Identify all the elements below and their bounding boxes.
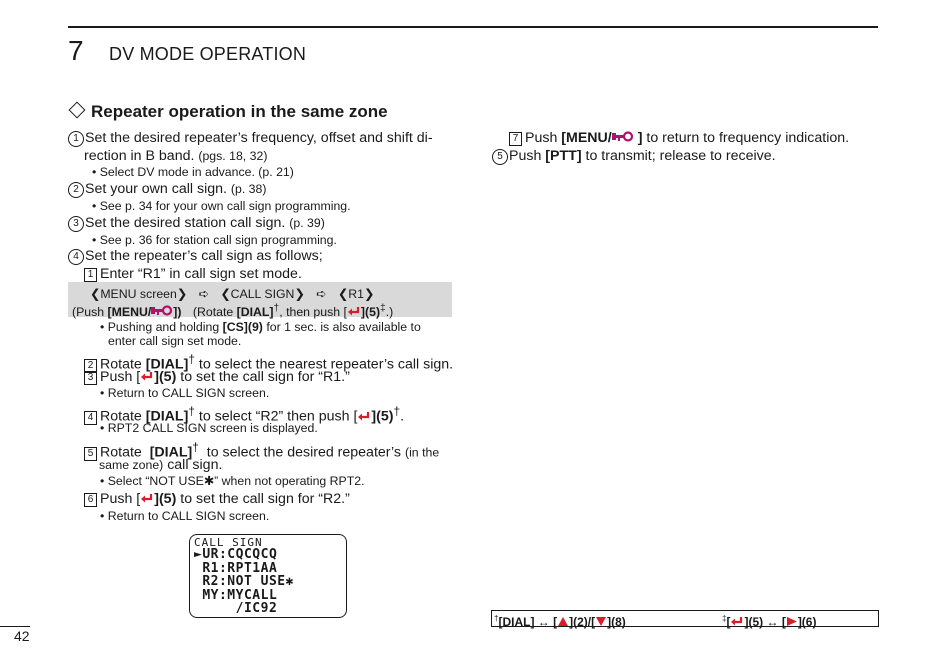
lcd-my2: /IC92	[194, 601, 278, 616]
down-arrow-key-icon	[595, 616, 607, 627]
flow-arrow-icon: ➪	[198, 287, 209, 301]
substep-3: 3 Push [ ](5) to set the call sign for “R1.”	[84, 368, 350, 386]
substep-3-bullet: • Return to CALL SIGN screen.	[100, 386, 270, 400]
step-4: 4 Set the repeater’s call sign as follows;	[68, 247, 323, 266]
substep-6-bullet: • Return to CALL SIGN screen.	[100, 509, 270, 523]
chapter-title: DV MODE OPERATION	[109, 44, 307, 64]
section-title: Repeater operation in the same zone	[68, 101, 388, 123]
return-key-icon	[730, 616, 744, 627]
right-arrow-key-icon	[786, 616, 798, 627]
substep-1-bullet-cont: enter call sign set mode.	[108, 334, 242, 348]
step-1-cont: rection in B band. (pgs. 18, 32)	[84, 148, 268, 164]
step-3-bullet: • See p. 36 for station call sign programming.	[92, 233, 337, 247]
return-key-icon	[140, 371, 154, 382]
footnote-return: ‡[ ](5) ↔ [ ](6)	[722, 614, 817, 629]
menu-flow: ❮MENU screen❯ ➪ ❮CALL SIGN❯ ➪ ❮R1❯	[90, 287, 375, 301]
chapter-number: 7	[68, 35, 84, 66]
step-2: 2 Set your own call sign. (p. 38)	[68, 180, 266, 199]
substep-4: 4 Rotate [DIAL]† to select “R2” then push [ ](5)†.	[84, 402, 404, 426]
footnote-bar	[491, 610, 879, 627]
substep-1: 1 Enter “R1” in call sign set mode.	[84, 265, 302, 283]
footnote-dial: †[DIAL] ↔ [ ](2)/[ ](8)	[494, 614, 626, 629]
return-key-icon	[357, 411, 371, 422]
return-key-icon	[347, 306, 361, 317]
lcd-my: MY:MYCALL	[194, 587, 278, 603]
lcd-ur: ►UR:CQCQCQ	[194, 547, 278, 562]
substep-6: 6 Push [ ](5) to set the call sign for “R2.”	[84, 490, 350, 508]
substep-7: 7 Push [MENU/ ] to return to frequency indication.	[509, 129, 849, 147]
lcd-display	[189, 534, 347, 618]
step-2-bullet: • See p. 34 for your own call sign programming.	[92, 199, 351, 213]
substep-4-bullet: • RPT2 CALL SIGN screen is displayed.	[100, 421, 318, 435]
page-number: 42	[14, 628, 30, 644]
substep-1-bullet: • Pushing and holding [CS](9) for 1 sec. is also available to	[100, 320, 421, 334]
top-rule	[68, 26, 878, 28]
return-key-icon	[140, 493, 154, 504]
substep-2: 2 Rotate [DIAL]† to select the nearest repeater’s call sign.	[84, 350, 453, 374]
substep-5-cont: same zone) call sign.	[99, 457, 223, 473]
flow-arrow-icon: ➪	[316, 287, 327, 301]
step-3: 3 Set the desired station call sign. (p. 39)	[68, 214, 325, 233]
lcd-title: CALL SIGN	[194, 536, 263, 549]
step-5: 5 Push [PTT] to transmit; release to receive.	[492, 147, 776, 166]
step-number: 1	[68, 131, 84, 147]
up-arrow-key-icon	[557, 616, 569, 627]
substep-5: 5 Rotate [DIAL]† to select the desired repeater’s (in the	[84, 438, 439, 462]
step-1: 1 Set the desired repeater’s frequency, offset and shift di-	[68, 129, 433, 148]
menu-flow-keys: (Push [MENU/ ]) (Rotate [DIAL]†, then push [ ](5)‡.)	[72, 303, 394, 320]
step-1-bullet: • Select DV mode in advance. (p. 21)	[92, 165, 294, 179]
menu-key-icon	[612, 131, 634, 142]
diamond-icon	[69, 102, 86, 119]
lcd-r1: R1:RPT1AA	[194, 560, 278, 576]
substep-5-bullet: • Select “NOT USE✱” when not operating RPT2.	[100, 474, 365, 488]
page-number-rule	[0, 626, 30, 627]
menu-key-icon	[151, 305, 173, 316]
lcd-r2: R2:NOT USE✱	[194, 574, 294, 589]
